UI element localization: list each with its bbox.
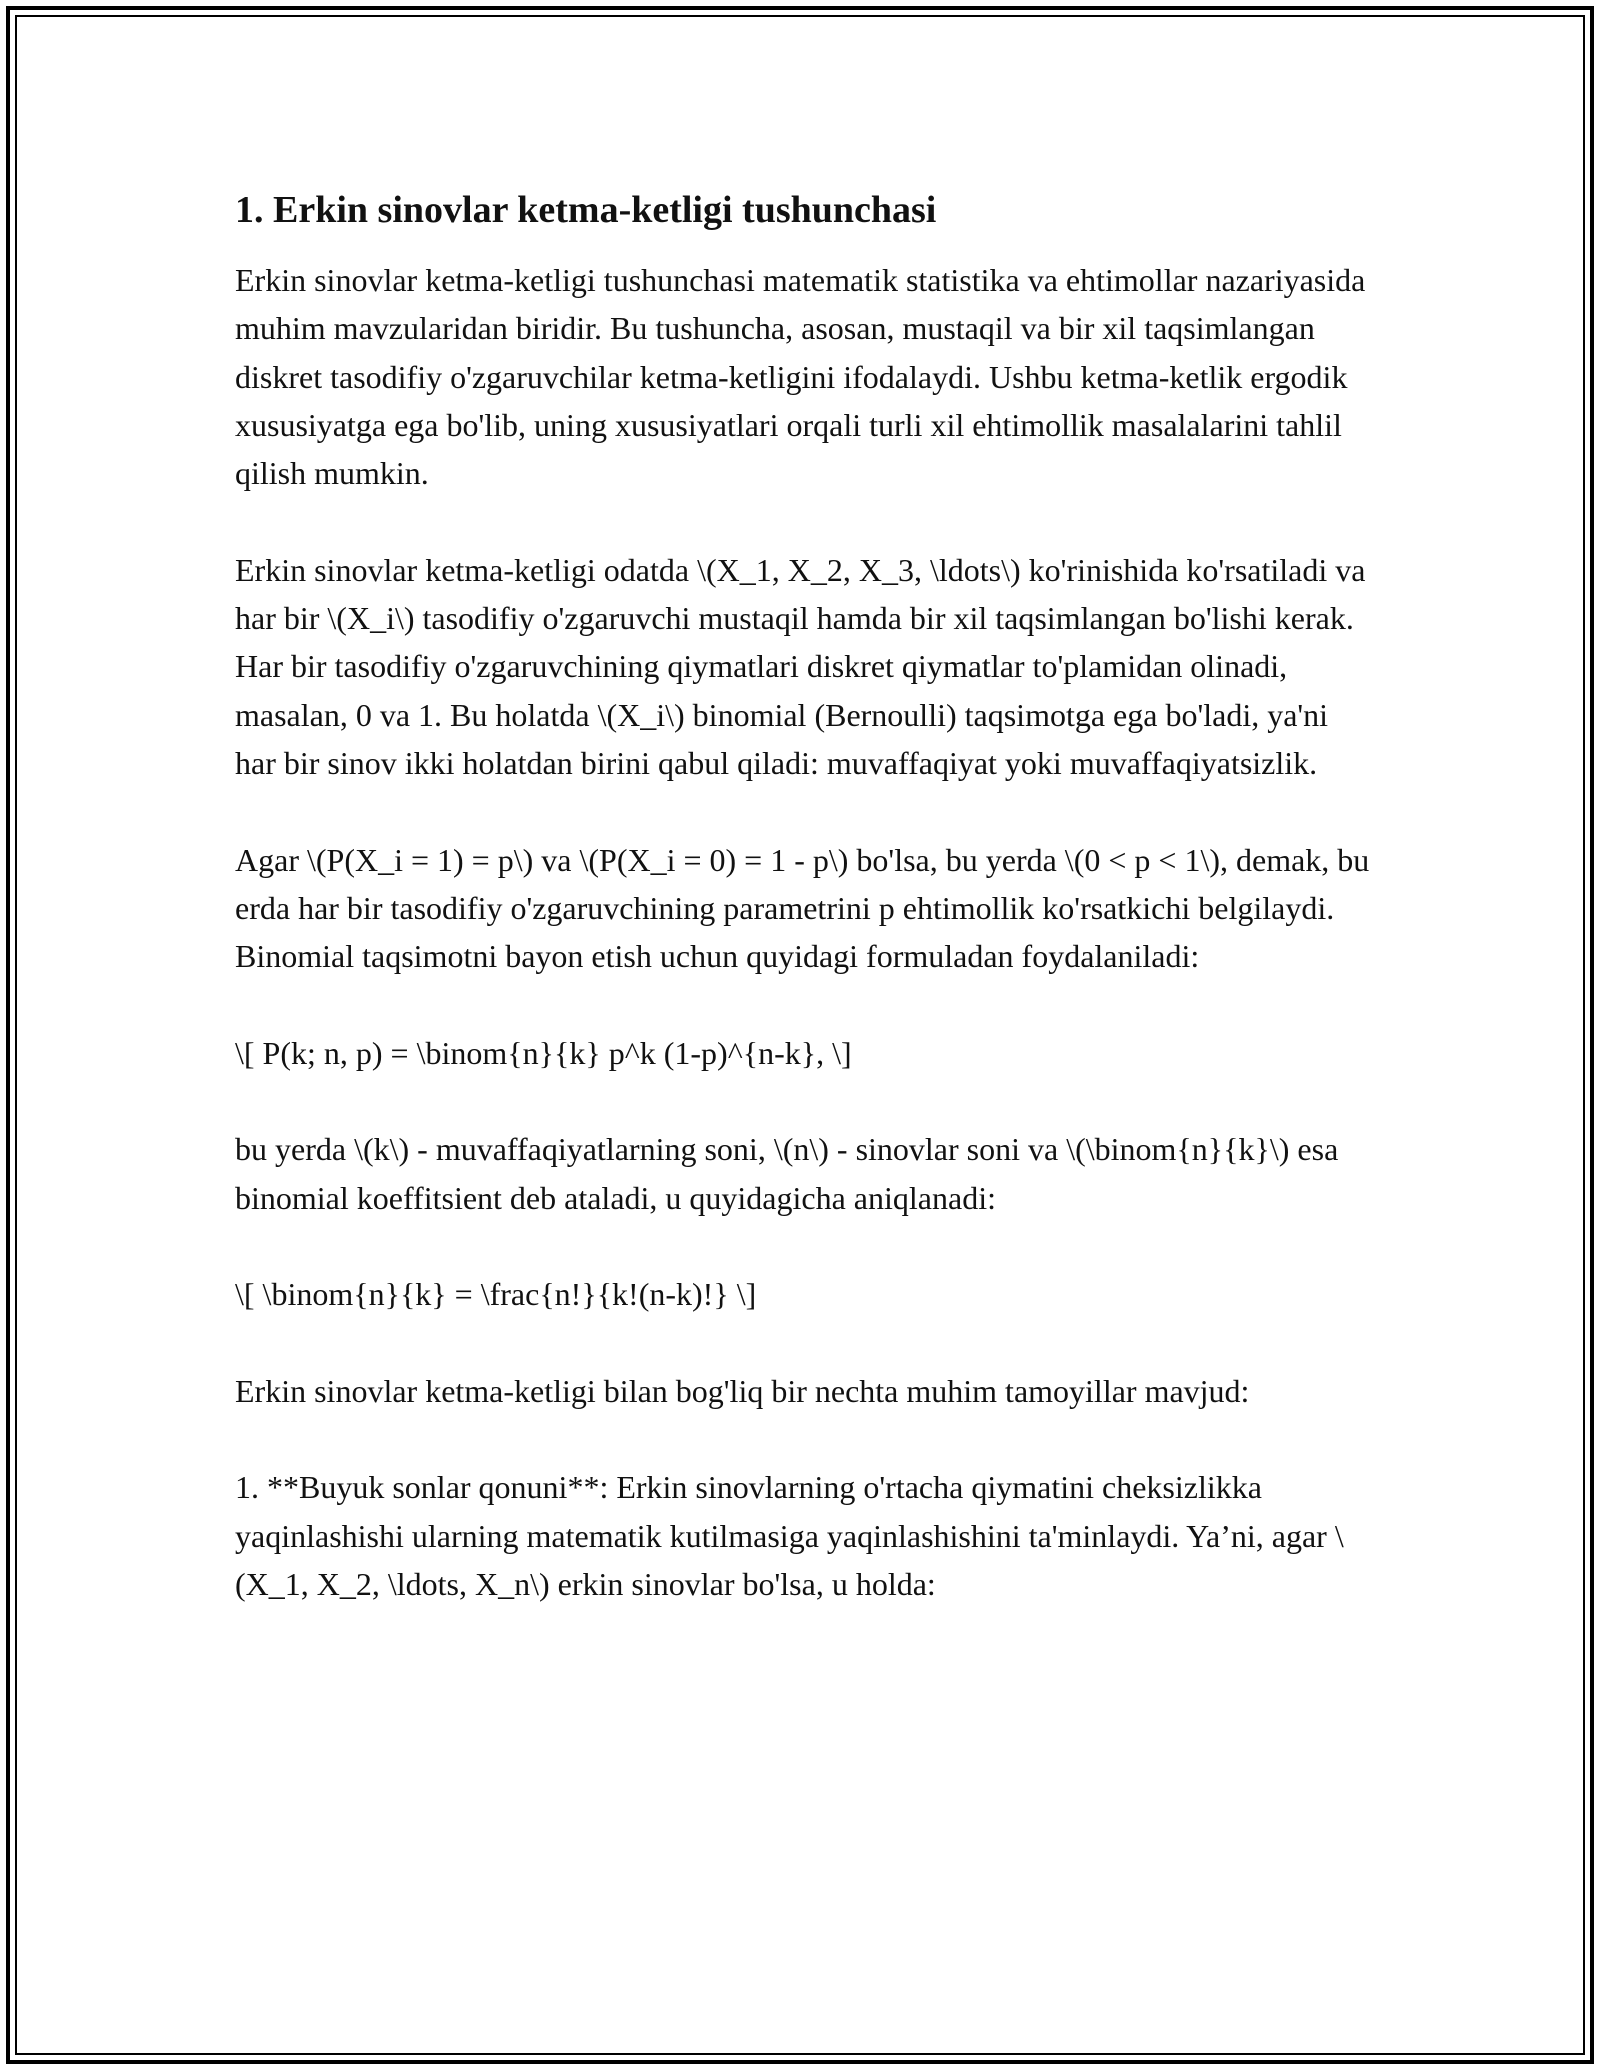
- document-body: [235, 186, 1375, 1657]
- paragraph-formula-explanation: bu yerda \(k\) - muvaffaqiyatlarning soni, \(n\) - sinovlar soni va \(\binom{n}{k}\) esa binomial koeffitsient deb ataladi, u quyidagicha aniqlanadi:: [235, 1131, 1339, 1216]
- list-item-law-of-large-numbers: 1. **Buyuk sonlar qonuni**: Erkin sinovlarning o'rtacha qiymatini cheksizlikka yaqinlashishi ularning matematik kutilmasiga yaqinlashishini ta'minlaydi. Ya’ni, agar \(X_1, X_2, \ldots, X_n\) erkin sinovlar bo'lsa, u holda:: [235, 1469, 1344, 1603]
- formula-binomial-coefficient: \[ \binom{n}{k} = \frac{n!}{k!(n-k)!} \]: [235, 1276, 757, 1313]
- paragraph-principles-intro: Erkin sinovlar ketma-ketligi bilan bog'liq bir nechta muhim tamoyillar mavjud:: [235, 1372, 1250, 1409]
- section-heading: 1. Erkin sinovlar ketma-ketligi tushunchasi: [235, 189, 937, 231]
- paragraph-intro: Erkin sinovlar ketma-ketligi tushunchasi matematik statistika va ehtimollar nazariyasida muhim mavzularidan biridir. Bu tushuncha, asosan, mustaqil va bir xil taqsimlangan diskret tasodifiy o'zgaruvchilar ketma-ketligini ifodalaydi. Ushbu ketma-ketlik ergodik xususiyatga ega bo'lib, uning xususiyatlari orqali turli xil ehtimollik masalalarini tahlil qilish mumkin.: [235, 262, 1366, 492]
- paragraph-sequence-definition: Erkin sinovlar ketma-ketligi odatda \(X_1, X_2, X_3, \ldots\) ko'rinishida ko'rsatiladi va har bir \(X_i\) tasodifiy o'zgaruvchi mustaqil hamda bir xil taqsimlangan bo'lishi kerak. Har bir tasodifiy o'zgaruvchining qiymatlari diskret qiymatlar to'plamidan olinadi, masalan, 0 va 1. Bu holatda \(X_i\) binomial (Bernoulli) taqsimotga ega bo'ladi, ya'ni har bir sinov ikki holatdan birini qabul qiladi: muvaffaqiyat yoki muvaffaqiyatsizlik.: [235, 551, 1366, 781]
- paragraph-bernoulli-parameter: Agar \(P(X_i = 1) = p\) va \(P(X_i = 0) = 1 - p\) bo'lsa, bu yerda \(0 < p < 1\), demak, bu erda har bir tasodifiy o'zgaruvchining parametrini p ehtimollik ko'rsatkichi belgilaydi. Binomial taqsimotni bayon etish uchun quyidagi formuladan foydalaniladi:: [235, 841, 1370, 975]
- formula-binomial-distribution: \[ P(k; n, p) = \binom{n}{k} p^k (1-p)^{n-k}, \]: [235, 1034, 852, 1071]
